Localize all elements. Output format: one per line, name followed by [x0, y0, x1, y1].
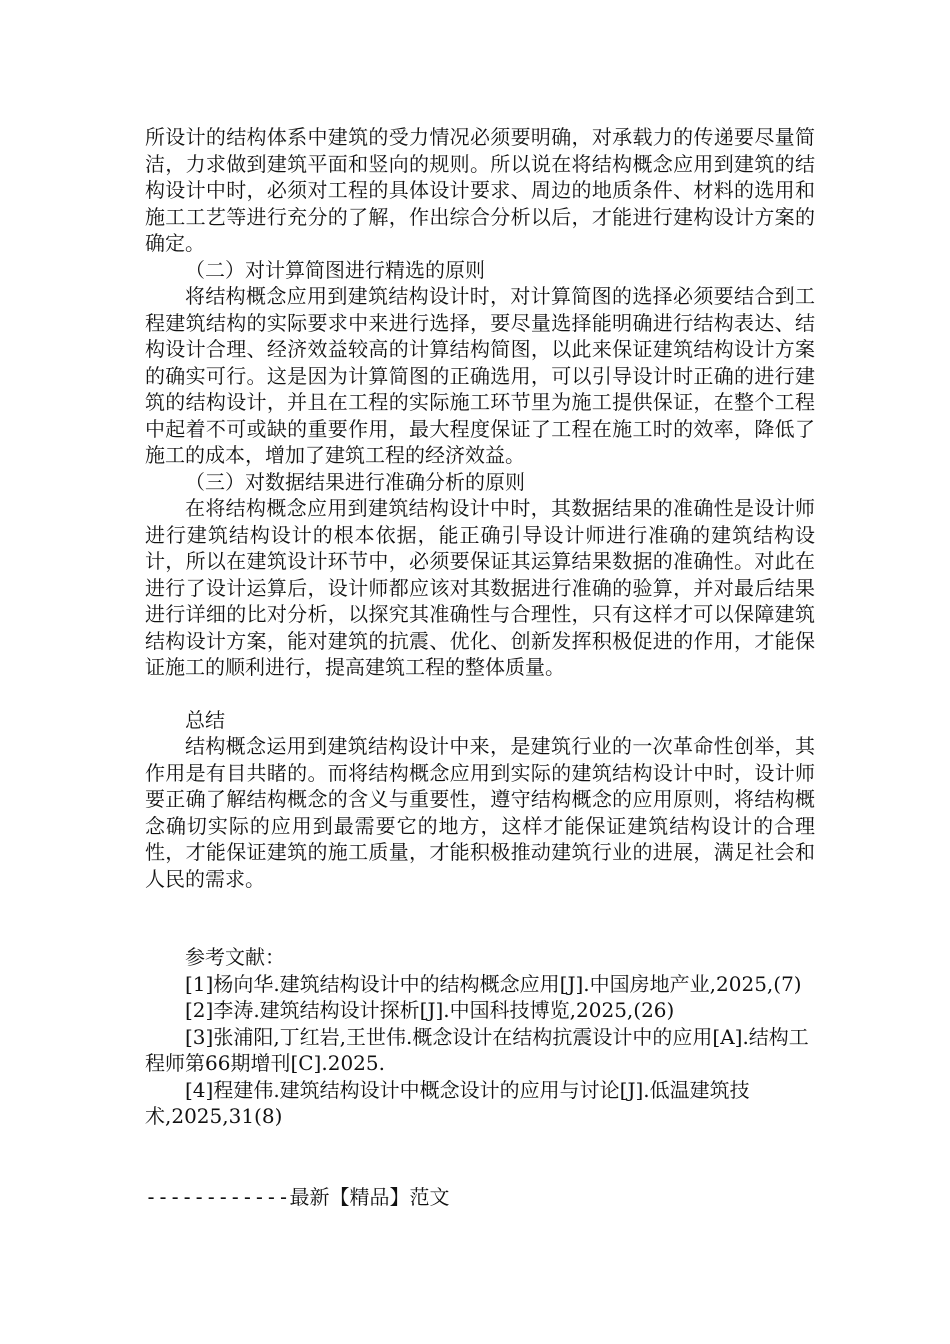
reference-item: [4]程建伟.建筑结构设计中概念设计的应用与讨论[J].低温建筑技术,2025,31(8) — [145, 1077, 750, 1128]
document-page — [145, 124, 815, 1210]
spacer — [145, 1130, 815, 1184]
footer-line — [145, 1184, 815, 1211]
section-intro-paragraph: 所设计的结构体系中建筑的受力情况必须要明确，对承载力的传递要尽量简洁，力求做到建筑平面和竖向的规则。所以说在将结构概念应用到建筑的结构设计中时，必须对工程的具体设计要求、周边的地质条件、材料的选用和施工工艺等进行充分的了解，作出综合分析以后，才能进行建构设计方案的确定。 — [145, 125, 815, 255]
summary-heading: 总结 — [185, 707, 225, 732]
reference-item: [1]杨向华.建筑结构设计中的结构概念应用[J].中国房地产业,2025,(7) — [185, 971, 802, 996]
section-paragraph-3: 在将结构概念应用到建筑结构设计中时，其数据结果的准确性是设计师进行建筑结构设计的根本依据，能正确引导设计师进行准确的建筑结构设计，所以在建筑设计环节中，必须要保证其运算结果数据的准确性。对此在进行了设计运算后，设计师都应该对其数据进行准确的验算，并对最后结果进行详细的比对分析，以探究其准确性与合理性，只有这样才可以保障建筑结构设计方案，能对建筑的抗震、优化、创新发挥积极促进的作用，才能保证施工的顺利进行，提高建筑工程的整体质量。 — [145, 496, 815, 679]
reference-item: [2]李涛.建筑结构设计探析[J].中国科技博览,2025,(26) — [185, 998, 675, 1022]
references-heading: 参考文献： — [185, 945, 285, 969]
footer-text: 最新【精品】范文 — [289, 1184, 450, 1209]
section-paragraph-2: 将结构概念应用到建筑结构设计时，对计算简图的选择必须要结合到工程建筑结构的实际要求中来进行选择，要尽量选择能明确进行结构表达、结构设计合理、经济效益较高的计算结构简图，以此来保证建筑结构设计方案的确实可行。这是因为计算简图的正确选用，可以引导设计时正确的进行建筑的结构设计，并且在工程的实际施工环节里为施工提供保证，在整个工程中起着不可或缺的重要作用，最大程度保证了工程在施工时的效率，降低了施工的成本，增加了建筑工程的经济效益。 — [145, 284, 815, 467]
summary-paragraph: 结构概念运用到建筑结构设计中来，是建筑行业的一次革命性创举，其作用是有目共睹的。而将结构概念应用到实际的建筑结构设计中时，设计师要正确了解结构概念的含义与重要性，遵守结构概念的应用原则，将结构概念确切实际的应用到最需要它的地方，这样才能保证建筑结构设计的合理性，才能保证建筑的施工质量，才能积极推动建筑行业的进展，满足社会和人民的需求。 — [145, 734, 815, 891]
reference-item: [3]张浦阳,丁红岩,王世伟.概念设计在结构抗震设计中的应用[A].结构工程师第66期增刊[C].2025. — [145, 1024, 809, 1075]
footer-dashes: ------------ — [145, 1184, 290, 1209]
section-heading-3: （三）对数据结果进行准确分析的原则 — [185, 469, 525, 494]
spacer — [145, 681, 815, 707]
spacer — [145, 892, 815, 944]
section-heading-2: （二）对计算简图进行精选的原则 — [185, 257, 485, 282]
